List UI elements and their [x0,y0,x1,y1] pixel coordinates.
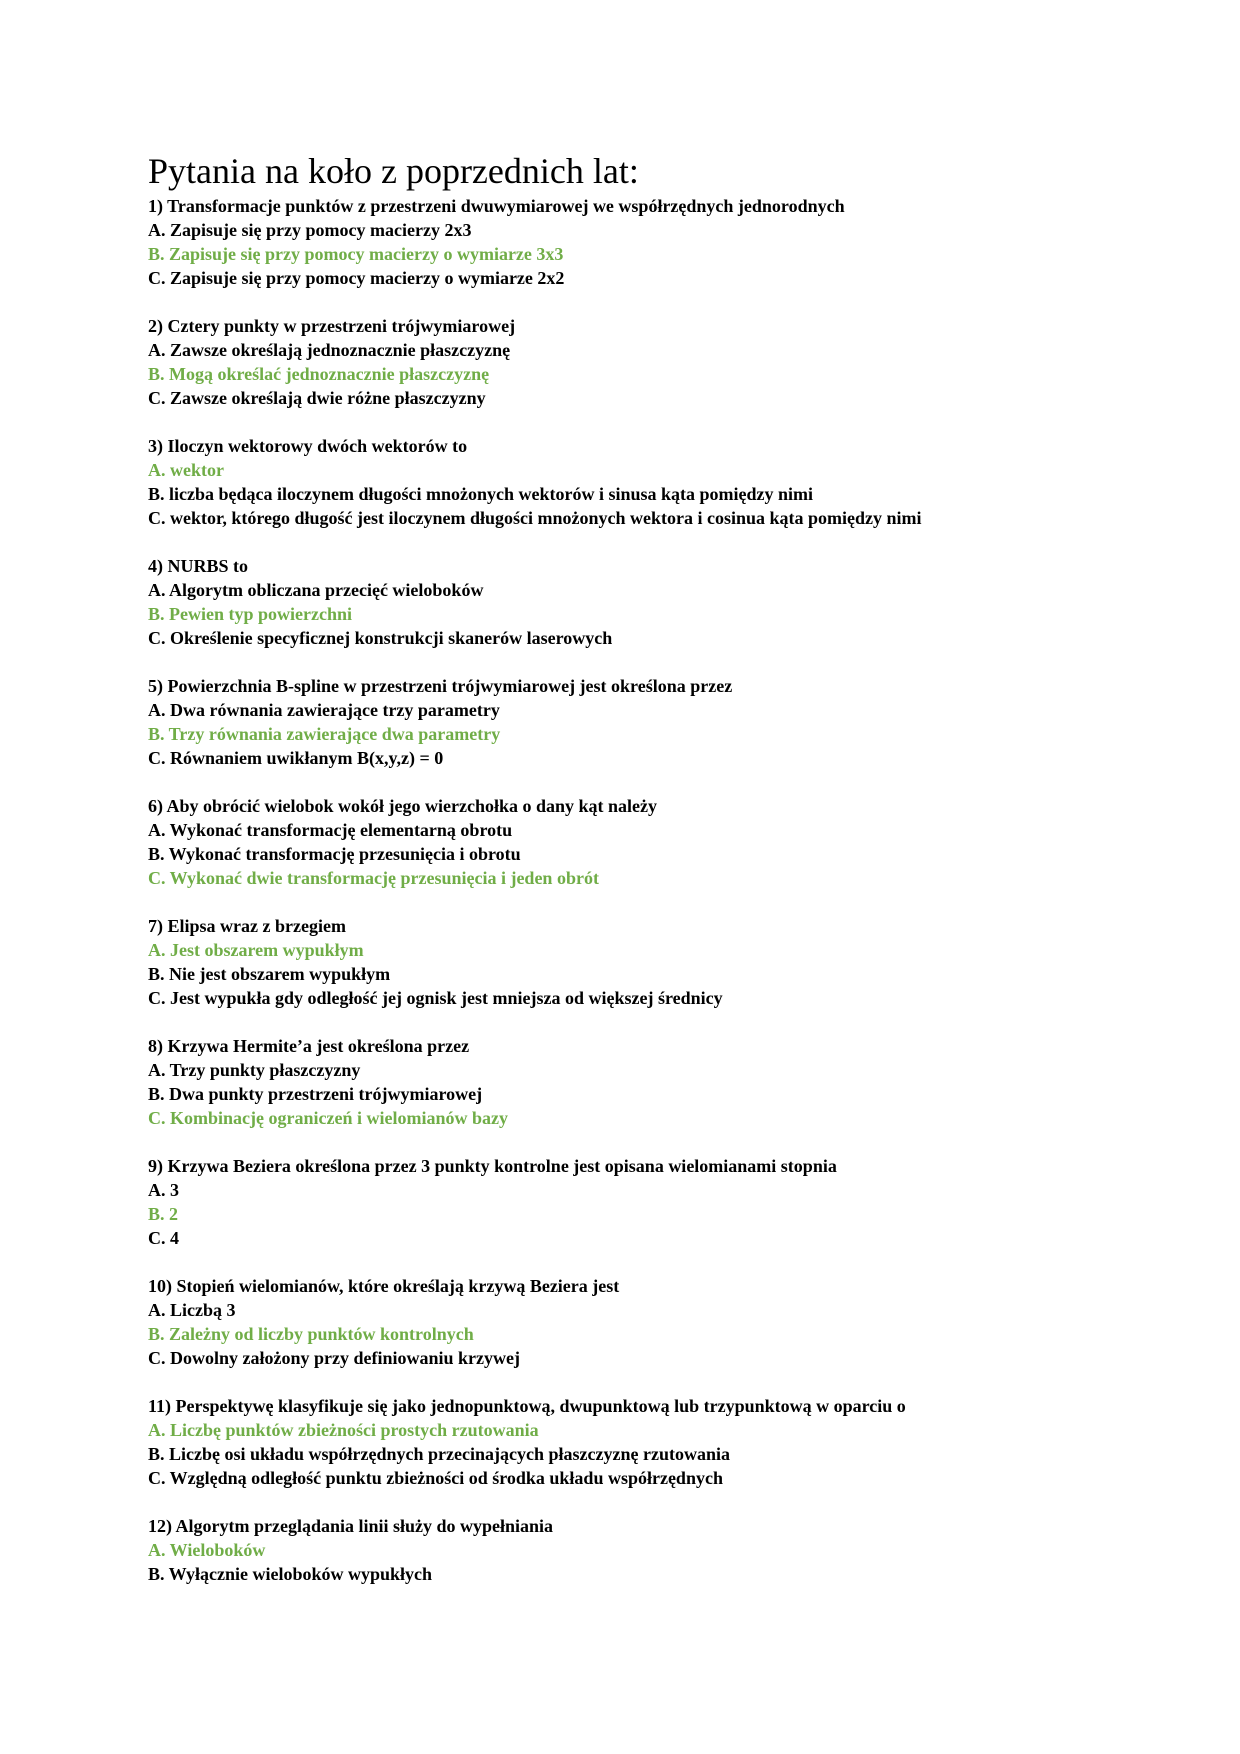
question-block [148,914,1078,1010]
answer-option: B. Nie jest obszarem wypukłym [148,964,391,984]
question-text: 8) Krzywa Hermite’a jest określona przez [148,1036,470,1056]
question-list [148,194,1078,1586]
answer-option: C. Względną odległość punktu zbieżności od środka układu współrzędnych [148,1468,723,1488]
answer-option: C. Dowolny założony przy definiowaniu krzywej [148,1348,520,1368]
answer-option: A. Dwa równania zawierające trzy parametry [148,700,500,720]
question-text: 2) Cztery punkty w przestrzeni trójwymiarowej [148,316,516,336]
answer-option-correct: B. Pewien typ powierzchni [148,604,352,624]
question-text: 9) Krzywa Beziera określona przez 3 punkty kontrolne jest opisana wielomianami stopnia [148,1156,837,1176]
question-text: 12) Algorytm przeglądania linii służy do wypełniania [148,1516,554,1536]
answer-option: C. Zawsze określają dwie różne płaszczyzny [148,388,486,408]
answer-option: A. Liczbą 3 [148,1300,236,1320]
answer-option-correct: A. wektor [148,460,224,480]
question-block [148,794,1078,890]
answer-option: A. Algorytm obliczana przecięć wieloboków [148,580,484,600]
answer-option-correct: B. Zapisuje się przy pomocy macierzy o wymiarze 3x3 [148,244,564,264]
answer-option: C. Jest wypukła gdy odległość jej ognisk jest mniejsza od większej średnicy [148,988,723,1008]
question-text: 4) NURBS to [148,556,249,576]
answer-option: B. Wyłącznie wieloboków wypukłych [148,1564,433,1584]
answer-option-correct: A. Wieloboków [148,1540,266,1560]
answer-option-correct: B. Zależny od liczby punktów kontrolnych [148,1324,474,1344]
answer-option: B. Dwa punkty przestrzeni trójwymiarowej [148,1084,483,1104]
answer-option: A. 3 [148,1180,179,1200]
answer-option: C. Zapisuje się przy pomocy macierzy o wymiarze 2x2 [148,268,565,288]
answer-option: B. liczba będąca iloczynem długości mnożonych wektorów i sinusa kąta pomiędzy nimi [148,484,814,504]
answer-option-correct: A. Liczbę punktów zbieżności prostych rzutowania [148,1420,539,1440]
answer-option-correct: B. 2 [148,1204,179,1224]
answer-option: C. Określenie specyficznej konstrukcji skanerów laserowych [148,628,613,648]
question-block [148,1514,1078,1586]
question-block [148,1394,1078,1490]
document-page [148,150,1078,1610]
question-text: 10) Stopień wielomianów, które określają krzywą Beziera jest [148,1276,620,1296]
answer-option: A. Zawsze określają jednoznacznie płaszczyznę [148,340,511,360]
answer-option: C. wektor, którego długość jest iloczynem długości mnożonych wektora i cosinua kąta pomiędzy nimi [148,508,922,528]
answer-option-correct: C. Wykonać dwie transformację przesunięcia i jeden obrót [148,868,599,888]
answer-option: B. Liczbę osi układu współrzędnych przecinających płaszczyznę rzutowania [148,1444,730,1464]
question-block [148,674,1078,770]
answer-option-correct: B. Mogą określać jednoznacznie płaszczyznę [148,364,490,384]
answer-option-correct: B. Trzy równania zawierające dwa parametry [148,724,501,744]
question-text: 3) Iloczyn wektorowy dwóch wektorów to [148,436,468,456]
question-text: 11) Perspektywę klasyfikuje się jako jednopunktową, dwupunktową lub trzypunktową w oparciu o [148,1396,906,1416]
question-text: 7) Elipsa wraz z brzegiem [148,916,346,936]
answer-option: C. Równaniem uwikłanym B(x,y,z) = 0 [148,748,444,768]
question-block [148,554,1078,650]
answer-option-correct: A. Jest obszarem wypukłym [148,940,364,960]
question-block [148,1034,1078,1130]
question-block [148,434,1078,530]
question-text: 5) Powierzchnia B-spline w przestrzeni trójwymiarowej jest określona przez [148,676,733,696]
question-text: 1) Transformacje punktów z przestrzeni dwuwymiarowej we współrzędnych jednorodnych [148,196,845,216]
question-block [148,1274,1078,1370]
answer-option-correct: C. Kombinację ograniczeń i wielomianów bazy [148,1108,508,1128]
question-block [148,1154,1078,1250]
question-block [148,314,1078,410]
answer-option: A. Wykonać transformację elementarną obrotu [148,820,513,840]
question-text: 6) Aby obrócić wielobok wokół jego wierzchołka o dany kąt należy [148,796,657,816]
answer-option: A. Zapisuje się przy pomocy macierzy 2x3 [148,220,472,240]
answer-option: B. Wykonać transformację przesunięcia i obrotu [148,844,521,864]
page-title: Pytania na koło z poprzednich lat: [148,151,639,191]
question-block [148,194,1078,290]
answer-option: C. 4 [148,1228,179,1248]
answer-option: A. Trzy punkty płaszczyzny [148,1060,361,1080]
